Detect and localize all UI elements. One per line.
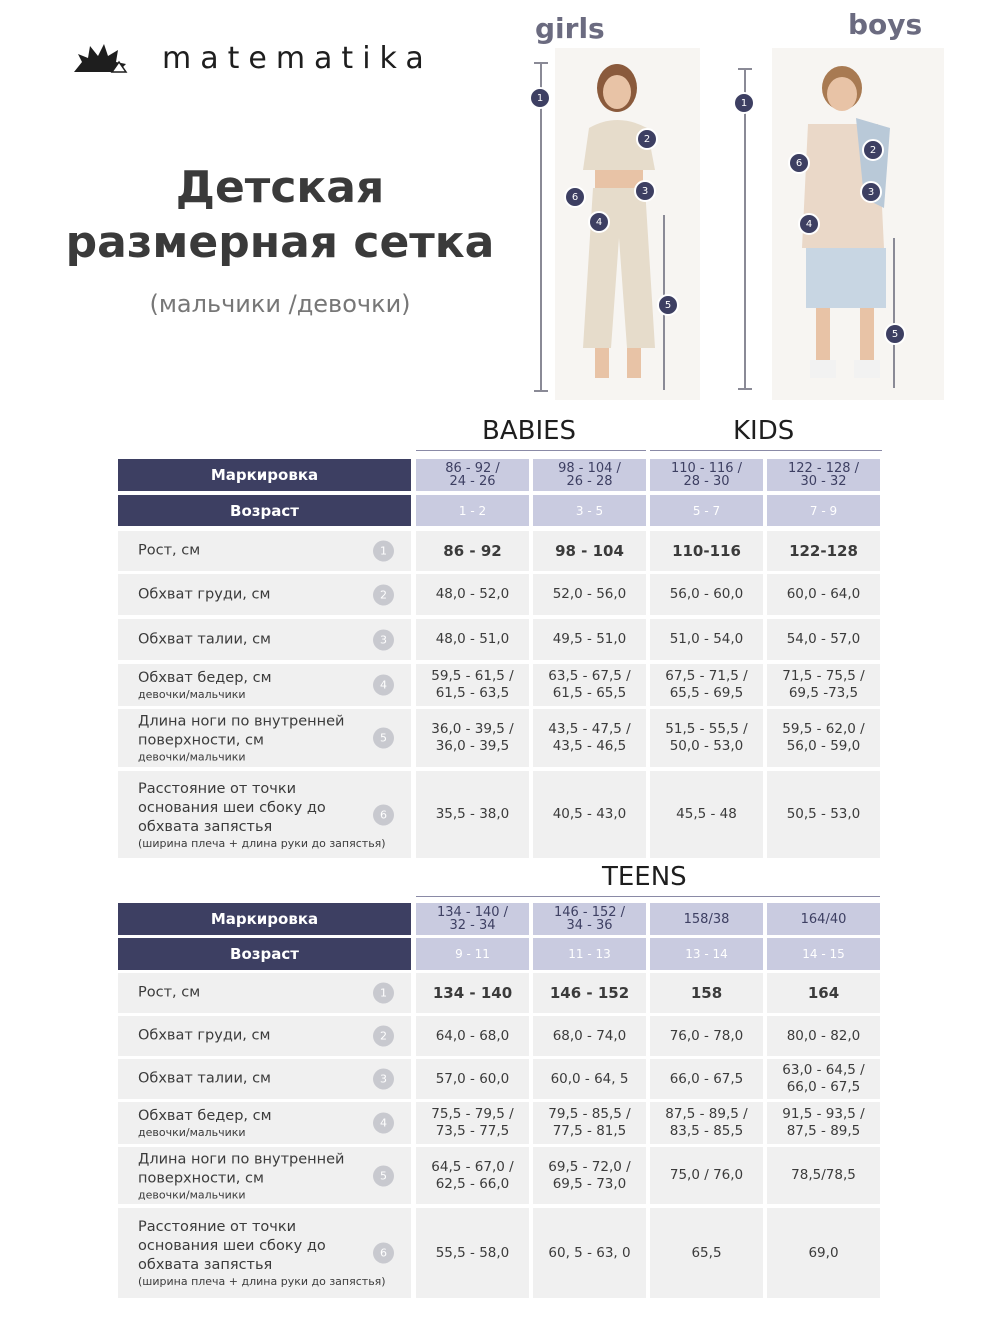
table-cell: 122-128: [767, 531, 880, 571]
girl-figure-illustration: [555, 48, 700, 400]
table-cell: 60,0 - 64, 5: [533, 1059, 646, 1099]
measurement-number-badge: 6: [373, 1243, 394, 1264]
table-row-waist: [118, 619, 880, 660]
marking-row: [118, 459, 880, 491]
age-label: Возраст: [118, 495, 411, 526]
marking-cell: 134 - 140 / 32 - 34: [416, 903, 529, 935]
girls-marker-6: 6: [564, 186, 586, 208]
age-label: Возраст: [118, 938, 411, 970]
row-label: Рост, см: [138, 984, 201, 1001]
table-row-neck-to-wrist: [118, 771, 880, 858]
page-title: [20, 160, 540, 270]
table-cell: 36,0 - 39,5 / 36,0 - 39,5: [416, 709, 529, 767]
table-cell: 51,5 - 55,5 / 50,0 - 53,0: [650, 709, 763, 767]
table-cell: 79,5 - 85,5 / 77,5 - 81,5: [533, 1102, 646, 1144]
age-row: [118, 938, 880, 970]
table-row-hips: [118, 664, 880, 706]
table-cell: 59,5 - 61,5 / 61,5 - 63,5: [416, 664, 529, 706]
section-divider-kids: [650, 450, 882, 451]
age-cell: 3 - 5: [533, 495, 646, 526]
table-cell: 69,0: [767, 1208, 880, 1298]
boys-height-ruler: [744, 68, 746, 390]
marking-label: Маркировка: [118, 459, 411, 491]
table-cell: 57,0 - 60,0: [416, 1059, 529, 1099]
age-row: [118, 495, 880, 526]
section-teens: TEENS: [602, 862, 687, 892]
table-row-chest: [118, 1016, 880, 1056]
marking-cell: 158/38: [650, 903, 763, 935]
row-label: Рост, см: [138, 542, 201, 559]
table-cell: 56,0 - 60,0: [650, 574, 763, 615]
measurement-number-badge: 6: [373, 804, 394, 825]
measurement-number-badge: 4: [373, 1113, 394, 1134]
measurement-number-badge: 4: [373, 675, 394, 696]
table-cell: 76,0 - 78,0: [650, 1016, 763, 1056]
section-babies: BABIES: [482, 416, 577, 446]
boys-marker-6: 6: [788, 152, 810, 174]
girls-label: girls: [535, 12, 605, 45]
marking-label: Маркировка: [118, 903, 411, 935]
table-cell: 51,0 - 54,0: [650, 619, 763, 660]
table-row-height: [118, 973, 880, 1013]
row-label: Обхват груди, см: [138, 1027, 271, 1044]
table-cell: 65,5: [650, 1208, 763, 1298]
table-cell: 45,5 - 48: [650, 771, 763, 858]
table-cell: 110-116: [650, 531, 763, 571]
marking-cell: 86 - 92 / 24 - 26: [416, 459, 529, 491]
hedgehog-logo-icon: [72, 40, 128, 76]
table-cell: 91,5 - 93,5 / 87,5 - 89,5: [767, 1102, 880, 1144]
boys-ruler-top: [738, 68, 752, 70]
table-cell: 48,0 - 52,0: [416, 574, 529, 615]
boys-ruler-bottom: [738, 388, 752, 390]
table-cell: 67,5 - 71,5 / 65,5 - 69,5: [650, 664, 763, 706]
age-cell: 14 - 15: [767, 938, 880, 970]
table-cell: 86 - 92: [416, 531, 529, 571]
boys-leg-ruler: [893, 238, 895, 388]
girls-marker-5: 5: [657, 294, 679, 316]
table-cell: 87,5 - 89,5 / 83,5 - 85,5: [650, 1102, 763, 1144]
table-cell: 64,0 - 68,0: [416, 1016, 529, 1056]
table-cell: 49,5 - 51,0: [533, 619, 646, 660]
measurement-number-badge: 5: [373, 728, 394, 749]
girls-marker-3: 3: [634, 180, 656, 202]
row-label: Расстояние от точки основания шеи сбоку до обхвата запястья (ширина плеча + длина руки до запястья): [138, 1219, 386, 1288]
marking-cell: 122 - 128 / 30 - 32: [767, 459, 880, 491]
table-cell: 75,0 / 76,0: [650, 1147, 763, 1204]
boys-marker-5: 5: [884, 323, 906, 345]
marking-row: [118, 903, 880, 935]
table-cell: 158: [650, 973, 763, 1013]
table-cell: 134 - 140: [416, 973, 529, 1013]
table-row-height: [118, 531, 880, 571]
table-cell: 52,0 - 56,0: [533, 574, 646, 615]
girls-marker-2: 2: [636, 128, 658, 150]
age-cell: 13 - 14: [650, 938, 763, 970]
marking-cell: 146 - 152 / 34 - 36: [533, 903, 646, 935]
girls-photo: [555, 48, 700, 400]
table-row-chest: [118, 574, 880, 615]
brand: [72, 40, 433, 76]
girls-height-ruler: [540, 62, 542, 392]
table-row-leg-length: [118, 709, 880, 767]
measurement-number-badge: 5: [373, 1165, 394, 1186]
table-cell: 68,0 - 74,0: [533, 1016, 646, 1056]
measurement-number-badge: 1: [373, 983, 394, 1004]
measurement-number-badge: 3: [373, 1069, 394, 1090]
age-cell: 7 - 9: [767, 495, 880, 526]
title-line-2: размерная сетка: [65, 217, 495, 268]
section-kids: KIDS: [733, 416, 795, 446]
table-cell: 59,5 - 62,0 / 56,0 - 59,0: [767, 709, 880, 767]
table-row-hips: [118, 1102, 880, 1144]
table-cell: 54,0 - 57,0: [767, 619, 880, 660]
row-label: Длина ноги по внутренней поверхности, см девочки/мальчики: [138, 1151, 345, 1201]
boys-marker-1: 1: [733, 92, 755, 114]
table-cell: 63,0 - 64,5 / 66,0 - 67,5: [767, 1059, 880, 1099]
row-label: Обхват талии, см: [138, 631, 271, 647]
measurement-number-badge: 3: [373, 629, 394, 650]
age-cell: 9 - 11: [416, 938, 529, 970]
row-label: Обхват талии, см: [138, 1070, 271, 1087]
age-cell: 11 - 13: [533, 938, 646, 970]
girls-marker-1: 1: [529, 87, 551, 109]
table-cell: 71,5 - 75,5 / 69,5 -73,5: [767, 664, 880, 706]
table-cell: 69,5 - 72,0 / 69,5 - 73,0: [533, 1147, 646, 1204]
brand-name: matematika: [162, 40, 433, 76]
marking-cell: 98 - 104 / 26 - 28: [533, 459, 646, 491]
table-cell: 55,5 - 58,0: [416, 1208, 529, 1298]
table-cell: 48,0 - 51,0: [416, 619, 529, 660]
table-cell: 98 - 104: [533, 531, 646, 571]
table-cell: 40,5 - 43,0: [533, 771, 646, 858]
row-label: Обхват бедер, см девочки/мальчики: [138, 1108, 272, 1139]
table-cell: 64,5 - 67,0 / 62,5 - 66,0: [416, 1147, 529, 1204]
measurement-number-badge: 2: [373, 584, 394, 605]
boys-label: boys: [848, 8, 923, 41]
row-label: Длина ноги по внутренней поверхности, см девочки/мальчики: [138, 713, 345, 764]
table-cell: 75,5 - 79,5 / 73,5 - 77,5: [416, 1102, 529, 1144]
row-label: Обхват бедер, см девочки/мальчики: [138, 670, 272, 701]
table-cell: 50,5 - 53,0: [767, 771, 880, 858]
table-cell: 66,0 - 67,5: [650, 1059, 763, 1099]
table-cell: 164: [767, 973, 880, 1013]
table-cell: 78,5/78,5: [767, 1147, 880, 1204]
measurement-number-badge: 1: [373, 541, 394, 562]
table-row-waist: [118, 1059, 880, 1099]
table-cell: 146 - 152: [533, 973, 646, 1013]
row-label: Обхват груди, см: [138, 586, 271, 602]
page-subtitle: (мальчики /девочки): [149, 290, 411, 318]
boys-marker-4: 4: [798, 213, 820, 235]
section-divider-babies: [416, 450, 646, 451]
girls-marker-4: 4: [588, 211, 610, 233]
boys-marker-2: 2: [862, 139, 884, 161]
girls-ruler-bottom: [534, 390, 548, 392]
table-row-leg-length: [118, 1147, 880, 1204]
age-cell: 1 - 2: [416, 495, 529, 526]
table-cell: 80,0 - 82,0: [767, 1016, 880, 1056]
table-row-neck-to-wrist: [118, 1208, 880, 1298]
girls-ruler-top: [534, 62, 548, 64]
row-label: Расстояние от точки основания шеи сбоку до обхвата запястья (ширина плеча + длина руки до запястья): [138, 780, 386, 850]
table-cell: 60,0 - 64,0: [767, 574, 880, 615]
measurement-number-badge: 2: [373, 1026, 394, 1047]
table-cell: 43,5 - 47,5 / 43,5 - 46,5: [533, 709, 646, 767]
table-cell: 63,5 - 67,5 / 61,5 - 65,5: [533, 664, 646, 706]
section-divider-teens: [416, 896, 880, 897]
marking-cell: 164/40: [767, 903, 880, 935]
title-line-1: Детская: [175, 162, 385, 213]
table-cell: 60, 5 - 63, 0: [533, 1208, 646, 1298]
table-cell: 35,5 - 38,0: [416, 771, 529, 858]
marking-cell: 110 - 116 / 28 - 30: [650, 459, 763, 491]
age-cell: 5 - 7: [650, 495, 763, 526]
boys-marker-3: 3: [860, 181, 882, 203]
